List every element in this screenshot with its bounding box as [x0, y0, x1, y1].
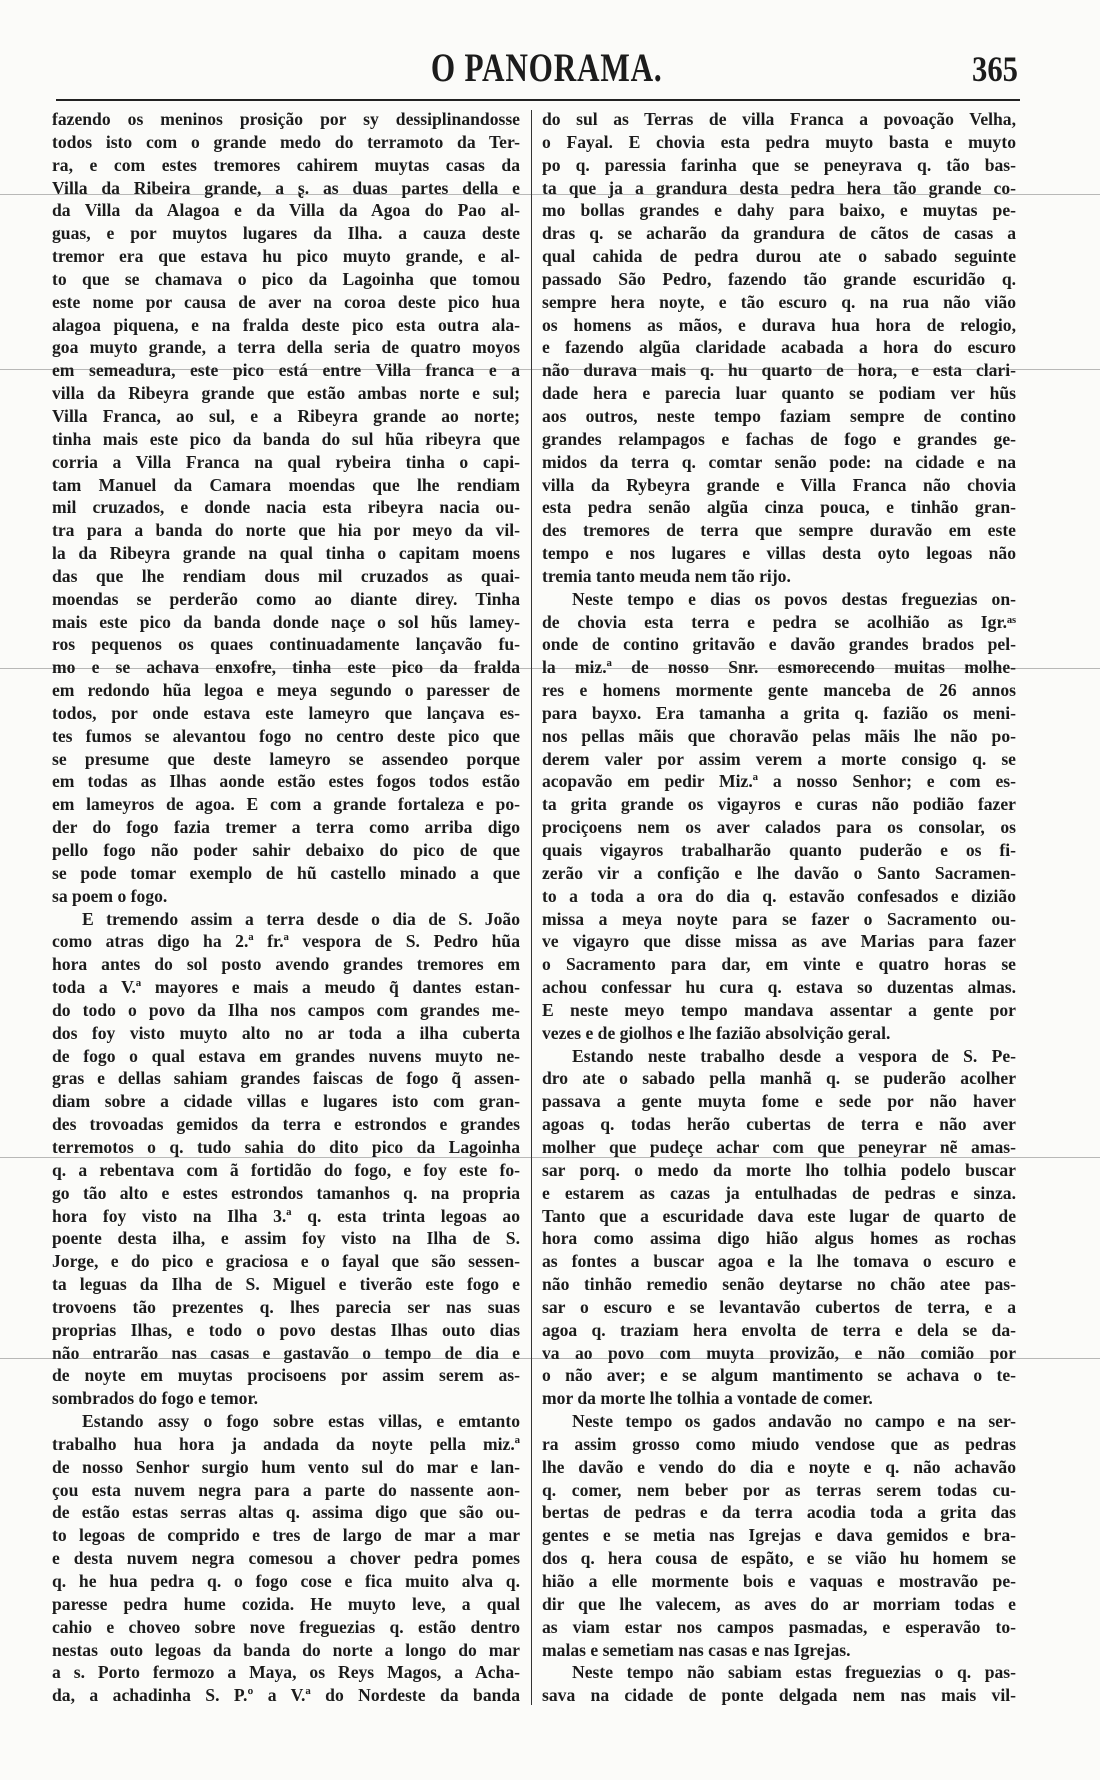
text-line: des trovoadas gemidos da terra e estrondos e grandes — [52, 1114, 520, 1135]
text-line: da Villa da Alagoa e da Villa da Agoa do Pao al- — [52, 200, 520, 221]
text-line: missa a meya noyte para se fazer o Sacramento ou- — [542, 908, 1016, 929]
text-line: das que lhe rendiam dous mil cruzados as quai- — [52, 565, 520, 586]
text-line: hora como assima digo hião algus homes as rochas — [542, 1228, 1016, 1249]
text-line: em todas as Ilhas aonde estão estes fogos todos estão — [52, 771, 520, 792]
text-line: prociçoens nem os aver calados para os consolar, os — [542, 817, 1016, 838]
text-line: Estando neste trabalho desde a vespora de S. Pe- — [572, 1045, 1016, 1066]
text-line: fazendo os meninos prosição por sy dessiplinandosse — [52, 109, 520, 129]
text-line: diam sobre a cidade villas e lugares isto com gran- — [52, 1091, 520, 1112]
text-line: passado São Pedro, fazendo tão grande escuridão q. — [542, 268, 1016, 289]
text-line: der do fogo fazia tremer a terra como arriba digo — [52, 817, 520, 838]
text-line: os homens as mãos, e durava hua hora de relogio, — [542, 314, 1016, 335]
text-line: tremor era que estava hu pico muyto grande, e al- — [52, 246, 520, 267]
paragraph — [52, 1410, 520, 1707]
text-line: esta pedra senão algũa cinza pouca, e tinhão gran- — [542, 497, 1016, 518]
text-line: villa da Rybeyra grande e Villa Franca não chovia — [542, 474, 1016, 495]
text-line: de noyte em muytas procisoens por assim serem as- — [52, 1365, 520, 1386]
text-line: se presume que deste lameyro se assendeo porque — [52, 748, 520, 769]
text-line: to que se chamava o pico da Lagoinha que tomou — [52, 268, 520, 289]
text-line: q. he hua pedra q. o fogo cose e fica muito alva q. — [52, 1571, 520, 1591]
text-line: Jorge, e do pico e graciosa e o fayal que são sessen- — [52, 1251, 520, 1272]
text-line: agoas q. todas herão cubertas de terra e não aver — [542, 1114, 1016, 1135]
text-line: da, a achadinha S. P.º a V.ª do Nordeste da banda — [52, 1685, 520, 1706]
text-line: e fazendo algũa claridade acabada a hora do escuro — [542, 337, 1016, 358]
left-column — [52, 108, 520, 1707]
text-line: sava na cidade de ponte delgada nem nas mais vil- — [542, 1685, 1016, 1706]
text-line: la miz.ª de nosso Snr. esmorecendo muitas molhe- — [542, 657, 1016, 678]
text-line: la da Ribeyra grande na qual tinha o capitam moens — [52, 543, 520, 564]
text-line: çou esta nuvem negra para a parte do nassente aon- — [52, 1479, 520, 1500]
text-line: dos q. hera cousa de espãto, e se vião hu homem se — [542, 1548, 1016, 1569]
text-line: goa muyto grande, a terra della seria de quatro moyos — [52, 337, 520, 358]
text-line: não tinhão remedio senão deytarse no chão atee pas- — [542, 1274, 1016, 1295]
text-line: ta leguas da Ilha de S. Miguel e tiverão este fogo e — [52, 1274, 520, 1295]
journal-title: O PANORAMA. — [430, 45, 663, 90]
text-line: a s. Porto fermozo a Maya, os Reys Magos, a Acha- — [52, 1662, 520, 1683]
text-line: acopavão em pedir Miz.ª a nosso Senhor; e com es- — [542, 771, 1016, 792]
paragraph — [542, 1045, 1016, 1411]
text-line: não durava mais q. hu quarto de hora, e esta clari- — [542, 360, 1016, 381]
text-line: E tremendo assim a terra desde o dia de S. João — [82, 908, 520, 929]
scan-artifact-line — [0, 194, 1100, 195]
text-line: E neste meyo tempo mandava assentar a gente por — [542, 999, 1016, 1020]
text-line: mo e se achava enxofre, tinha este pico da fralda — [52, 657, 520, 678]
text-line: Neste tempo não sabiam estas freguezias o q. pas- — [572, 1662, 1016, 1683]
text-line: to legoas de comprido e tres de largo de mar a mar — [52, 1525, 520, 1546]
text-line: cahio e choveo sobre nove freguezias q. estão dentro — [52, 1616, 520, 1637]
text-line: sar o escuro e se levantavão cubertos de terra, e a — [542, 1296, 1016, 1317]
text-line: dras q. se acharão da grandura de cãtos de casas a — [542, 223, 1016, 244]
text-line: bertas de pedras e da terra acodia toda a grita das — [542, 1502, 1016, 1523]
text-line: tinha mais este pico da banda do sul hũa ribeyra que — [52, 428, 520, 449]
text-line: qual cahida de pedra durou ate o sabado seguinte — [542, 246, 1016, 267]
text-line: todos isto com o grande medo do terramoto da Ter- — [52, 131, 520, 152]
text-line: hião a elle mormente bois e vaquas e mostravão pe- — [542, 1571, 1016, 1591]
text-line: mil cruzados, e donde nacia esta ribeyra nacia ou- — [52, 497, 520, 518]
text-line: ta grita grande os vigayros e curas não podião fazer — [542, 794, 1016, 815]
text-line: res e homens mormente gente manceba de 26 annos — [542, 680, 1016, 701]
text-line: quais vigayros trabalharão quanto puderão e os fi- — [542, 840, 1016, 860]
scan-artifact-line — [0, 668, 1100, 669]
text-line: passava a gente muyta fome e sede por não haver — [542, 1091, 1016, 1112]
text-line: Neste tempo e dias os povos destas freguezias on- — [572, 588, 1016, 609]
text-line: de chovia esta terra e pedra se acolhião as Igr.ᵃˢ — [542, 611, 1016, 632]
scan-artifact-line — [0, 1157, 1100, 1158]
text-line: onde de contino gritavão e davão grandes brados pel- — [542, 634, 1016, 655]
text-line: gras e dellas sahiam grandes faiscas de fogo q̃ assen- — [52, 1068, 520, 1089]
text-line: proprias Ilhas, e todo o povo destas Ilhas outo dias — [52, 1319, 520, 1340]
text-line: o Sacramento para dar, em vinte e quatro horas se — [542, 954, 1016, 975]
text-line: como atras digo ha 2.ª fr.ª vespora de S. Pedro hũa — [52, 931, 520, 952]
text-line: ra assim grosso como miudo vendose que as pedras — [542, 1433, 1016, 1454]
text-line: trabalho hua hora ja andada da noyte pella miz.ª — [52, 1433, 520, 1454]
text-line: po q. paressia farinha que se peneyrava q. tão bas- — [542, 154, 1016, 175]
text-line: pello fogo não poder sahir debaixo do pico de que — [52, 840, 520, 860]
text-line: corria a Villa Franca na qual rybeira tinha o capi- — [52, 451, 520, 472]
text-line: do todo o povo da Ilha nos campos com grandes me- — [52, 999, 520, 1020]
paragraph — [52, 108, 520, 908]
text-line: dos foy visto muyto alto no ar toda a ilha cuberta — [52, 1022, 520, 1043]
scan-artifact-line — [0, 1358, 1100, 1359]
text-line: achou confessar hu cura q. estava so duzentas almas. — [542, 977, 1016, 998]
text-line: ve vigayro que disse missa as ave Marias para fazer — [542, 931, 1016, 952]
right-column — [542, 108, 1016, 1707]
text-line: dade hera e parecia luar quanto se podiam ver hũs — [542, 383, 1016, 404]
paragraph — [542, 108, 1016, 588]
text-line: guas, e por muytos lugares da Ilha. a cauza deste — [52, 223, 520, 244]
text-line: sar porq. o medo da morte lho tolhia podelo buscar — [542, 1159, 1016, 1180]
text-line: villa da Ribeyra grande que estão ambas norte e sul; — [52, 383, 520, 404]
text-line: nos pellas mãis que choravão pelas mãis lhe não po- — [542, 725, 1016, 746]
text-line: mais este pico da banda donde naçe o sol hũs lamey- — [52, 611, 520, 632]
text-line: dir que lhe valecem, as aves do ar morriam todas e — [542, 1593, 1016, 1614]
text-line: grandes relampagos e fachas de fogo e grandes ge- — [542, 428, 1016, 449]
text-line: gentes e se metia nas Igrejas e dava gemidos e bra- — [542, 1525, 1016, 1546]
paragraph — [542, 588, 1016, 1045]
text-line: tempo e nos lugares e villas desta oyto legoas não — [542, 543, 1016, 564]
text-line: Tanto que a escuridade dava este lugar de quarto de — [542, 1205, 1016, 1226]
text-line: malas e semetiam nas casas e nas Igrejas. — [542, 1639, 851, 1660]
text-line: tra para a banda do norte que hia por meyo da vil- — [52, 520, 520, 541]
text-line: derem valer por assim verem a morte consigo q. se — [542, 748, 1016, 769]
text-line: para bayxo. Era tamanha a grita q. fazião os meni- — [542, 702, 1016, 723]
text-line: aos outros, neste tempo faziam sempre de contino — [542, 405, 1016, 426]
text-line: ra, e com estes tremores cahirem muytas casas da — [52, 154, 520, 175]
text-line: este nome por causa de aver na coroa deste pico hua — [52, 291, 520, 312]
paragraph — [542, 1661, 1016, 1707]
text-line: não entrarão nas casas e gastavão o tempo de dia e — [52, 1342, 520, 1363]
text-line: Villa da Ribeira grande, a ʂ. as duas partes della e — [52, 177, 520, 198]
text-line: do sul as Terras de villa Franca a povoação Velha, — [542, 109, 1016, 129]
text-line: tes fumos se alevantou fogo no centro deste pico que — [52, 725, 520, 746]
text-line: midos da terra q. comtar senão pode: na cidade e na — [542, 451, 1016, 472]
text-line: sa poem o fogo. — [52, 885, 168, 906]
text-line: molher que pudeçe achar com que peneyrar nẽ amas- — [542, 1136, 1016, 1157]
page-number: 365 — [972, 49, 1018, 89]
text-line: paresse pedra hume cozida. He muyto leve, a qual — [52, 1593, 520, 1614]
text-line: trovoens tão prezentes q. lhes parecia ser nas suas — [52, 1296, 520, 1317]
text-line: hora foy visto na Ilha 3.ª q. esta trinta legoas ao — [52, 1205, 520, 1226]
text-line: to a toda a ora do dia q. estavão confesados e dizião — [542, 885, 1016, 906]
text-line: des tremores de terra que sempre duravão em este — [542, 520, 1016, 541]
text-line: nestas outo legoas da banda do norte a longo do mar — [52, 1639, 520, 1660]
text-line: mo bollas grandes e dahy para baixo, e muytas pe- — [542, 200, 1016, 221]
text-line: ta que ja a grandura desta pedra hera tão grande co- — [542, 177, 1016, 198]
text-line: Estando assy o fogo sobre estas villas, e emtanto — [82, 1411, 520, 1432]
text-line: go tão alto e estes estrondos tamanhos q. na propria — [52, 1182, 520, 1203]
text-line: sempre hera noyte, e tão escuro q. na rua não vião — [542, 291, 1016, 312]
text-line: tam Manuel da Camara moendas que lhe rendiam — [52, 474, 520, 495]
paragraph — [52, 908, 520, 1411]
text-line: as fontes a buscar agoa e la lhe tomava o escuro e — [542, 1251, 1016, 1272]
text-line: va ao povo com muyta provizão, e não comião por — [542, 1342, 1016, 1363]
text-line: o não aver; e se algum mantimento se achava o te- — [542, 1365, 1016, 1386]
text-line: lhe davão e vendo do dia e noyte e q. não achavão — [542, 1456, 1016, 1477]
text-line: ros pequenos os quaes continuadamente lançavão fu- — [52, 634, 520, 655]
text-line: as viam estar nos campos pasmadas, e esperavão to- — [542, 1616, 1016, 1637]
text-line: moendas se perderão como ao diante direy. Tinha — [52, 588, 520, 609]
scan-artifact-line — [0, 369, 1100, 370]
text-line: dro ate o sabado pella manhã q. se puderão acolher — [542, 1068, 1016, 1089]
text-line: agoa q. traziam hera envolta de terra e dela se da- — [542, 1319, 1016, 1340]
text-line: em redondo hũa legoa e meya segundo o paresser de — [52, 680, 520, 701]
text-line: Neste tempo os gados andavão no campo e na ser- — [572, 1411, 1016, 1432]
text-line: poente desta ilha, e assim foy visto na Ilha de S. — [52, 1228, 520, 1249]
text-line: e desta nuvem negra comesou a chover pedra pomes — [52, 1548, 520, 1569]
column-divider — [531, 110, 532, 1705]
text-line: se pode tomar exemplo de hũ castello minado a que — [52, 862, 520, 883]
header-rule — [56, 99, 1020, 101]
text-line: e estarem as cazas ja entulhadas de pedras e sinza. — [542, 1182, 1016, 1203]
paragraph — [542, 1410, 1016, 1661]
text-line: terremotos o q. tudo sahia do dito pico da Lagoinha — [52, 1136, 520, 1157]
text-line: de nosso Senhor surgio hum vento sul do mar e lan- — [52, 1456, 520, 1477]
text-line: de fogo o qual estava em grandes nuvens muyto ne- — [52, 1045, 520, 1066]
text-line: tremia tanto meuda nem tão rijo. — [542, 565, 791, 586]
text-line: de estão estas serras altas q. assima digo que são ou- — [52, 1502, 520, 1523]
text-line: em lameyros de agoa. E com a grande fortaleza e po- — [52, 794, 520, 815]
text-line: Villa Franca, ao sul, e a Ribeyra grande ao norte; — [52, 405, 520, 426]
text-line: alagoa piquena, e na fralda deste pico esta outra ala- — [52, 314, 520, 335]
text-line: zerão vir a confição e lhe davão o Santo Sacramen- — [542, 862, 1016, 883]
text-line: q. a rebentava com ã fortidão do fogo, e foy este fo- — [52, 1159, 520, 1180]
text-line: o Fayal. E chovia esta pedra muyto basta e muyto — [542, 131, 1016, 152]
text-line: toda a V.ª mayores e mais a meudo q̃ dantes estan- — [52, 977, 520, 998]
text-line: q. comer, nem beber por as terras serem todas cu- — [542, 1479, 1016, 1500]
text-line: vezes e de giolhos e lhe fazião absolvição geral. — [542, 1022, 891, 1043]
text-line: mor da morte lhe tolhia a vontade de comer. — [542, 1388, 873, 1409]
text-line: em semeadura, este pico está entre Villa franca e a — [52, 360, 520, 381]
text-line: sombrados do fogo e temor. — [52, 1388, 259, 1409]
text-line: hora antes do sol posto avendo grandes tremores em — [52, 954, 520, 975]
text-line: todos, por onde estava este lameyro que lançava es- — [52, 702, 520, 723]
